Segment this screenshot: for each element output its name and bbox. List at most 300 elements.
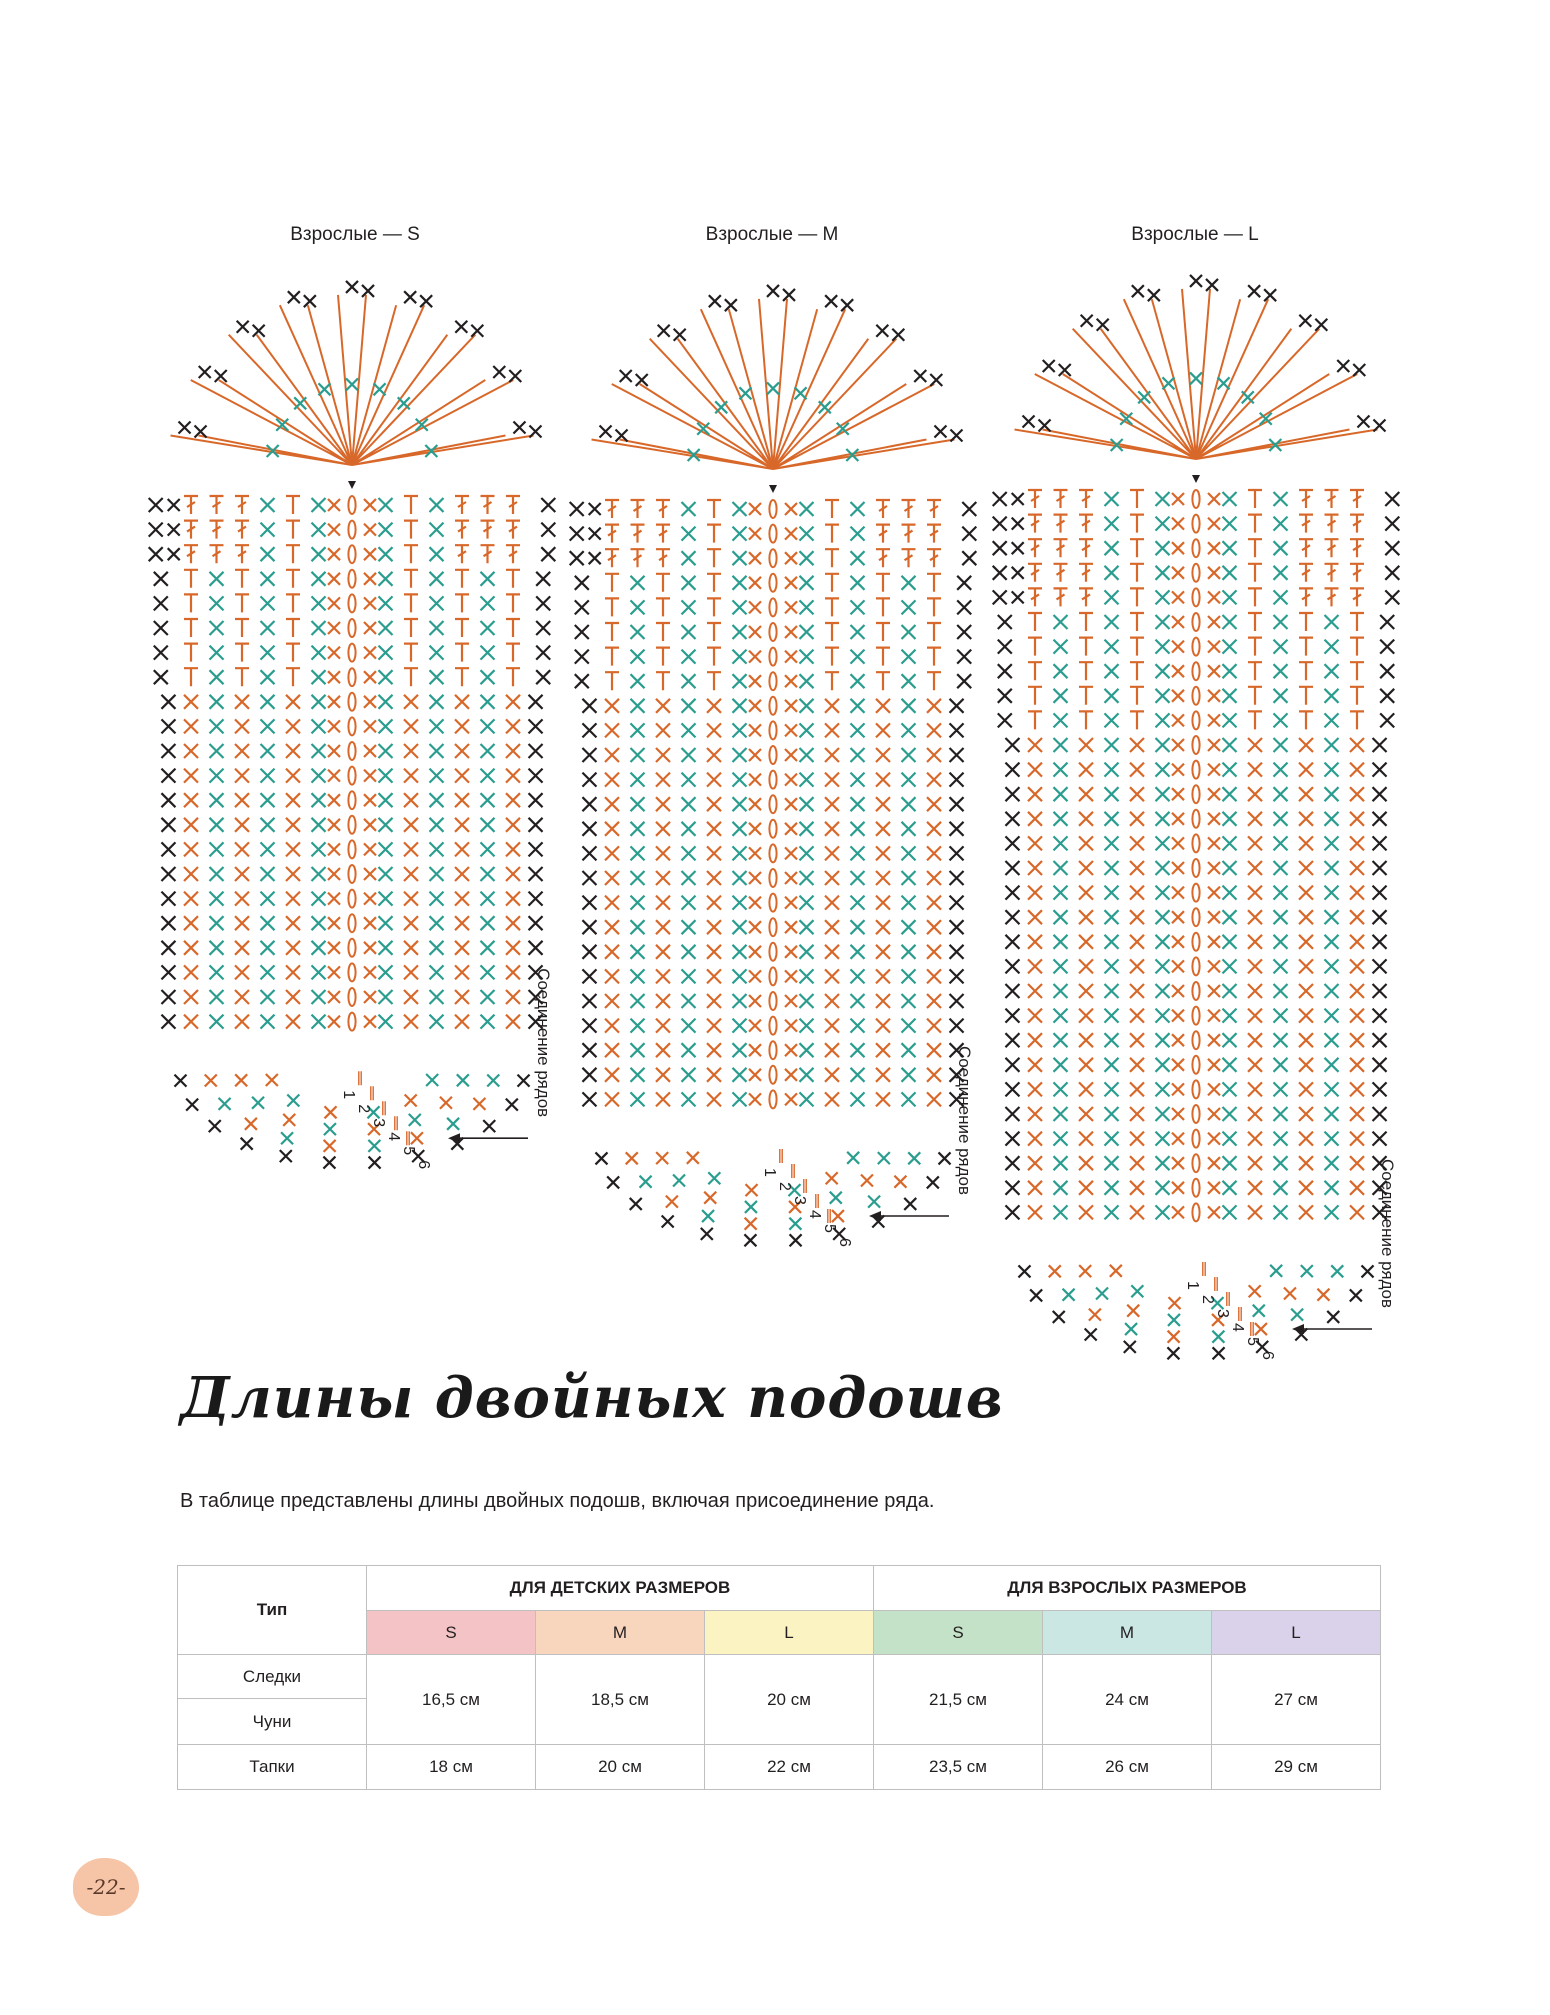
sc-stitch (184, 695, 198, 709)
sc-stitch (1156, 590, 1170, 604)
sc-stitch (795, 387, 807, 399)
sc-stitch (733, 748, 747, 762)
sc-stitch (851, 699, 865, 713)
hdc-stitch (927, 648, 941, 666)
sc-stitch (210, 793, 224, 807)
sc-stitch (1105, 640, 1119, 654)
sc-stitch (161, 818, 175, 832)
sc-stitch (950, 994, 964, 1008)
sc-stitch (1028, 1181, 1042, 1195)
sc-stitch (876, 325, 888, 337)
sc-stitch (993, 541, 1007, 555)
sc-stitch (825, 748, 839, 762)
sc-stitch (312, 793, 326, 807)
sc-stitch (800, 1043, 814, 1057)
sc-stitch (1223, 517, 1237, 531)
sc-stitch (902, 822, 916, 836)
sc-stitch (1081, 315, 1093, 327)
sc-stitch (430, 793, 444, 807)
dc-stitch (631, 549, 645, 567)
sc-stitch (379, 523, 393, 537)
sc-stitch (1385, 541, 1399, 555)
sc-stitch (1357, 415, 1369, 427)
sc-stitch (707, 994, 721, 1008)
sc-stitch (733, 797, 747, 811)
dc-stitch (1299, 515, 1313, 533)
sc-stitch (1299, 763, 1313, 777)
dc-stitch (506, 521, 520, 539)
hdc-stitch (1299, 638, 1313, 656)
sc-stitch (312, 572, 326, 586)
sc-stitch (1223, 984, 1237, 998)
sc-stitch (235, 719, 249, 733)
sc-stitch (1274, 738, 1288, 752)
sc-stitch (733, 920, 747, 934)
sc-stitch (210, 965, 224, 979)
chain-stitch (348, 914, 355, 932)
sc-stitch (286, 719, 300, 733)
sc-stitch (1005, 1132, 1019, 1146)
sc-stitch (1172, 1034, 1184, 1046)
sc-stitch (364, 893, 376, 905)
dc-stitch (481, 545, 495, 563)
sc-stitch (1325, 713, 1339, 727)
dc-stitch (1054, 515, 1068, 533)
sc-stitch (541, 547, 555, 561)
sc-stitch (662, 1215, 674, 1227)
sc-stitch (1299, 910, 1313, 924)
sc-stitch (404, 719, 418, 733)
sc-stitch (1274, 517, 1288, 531)
sc-stitch (800, 650, 814, 664)
sc-stitch (312, 990, 326, 1004)
sc-stitch (261, 498, 275, 512)
sc-stitch (1054, 861, 1068, 875)
sc-stitch (631, 896, 645, 910)
sc-stitch (902, 945, 916, 959)
sc-stitch (261, 719, 275, 733)
dc-stitch (1028, 588, 1042, 606)
length-cell: 20 см (705, 1655, 874, 1745)
chain-stitch (348, 1013, 355, 1031)
dc-stitch (1079, 588, 1093, 606)
sc-stitch (1054, 1205, 1068, 1219)
sc-stitch (733, 674, 747, 688)
dc-stitch (455, 496, 469, 514)
sc-stitch (605, 994, 619, 1008)
sc-stitch (447, 1118, 459, 1130)
sc-stitch (379, 1015, 393, 1029)
sc-stitch (682, 920, 696, 934)
sc-stitch (1167, 1347, 1179, 1359)
sc-stitch (902, 871, 916, 885)
sc-stitch (1223, 590, 1237, 604)
sc-stitch (1299, 836, 1313, 850)
sc-stitch (379, 744, 393, 758)
sc-stitch (902, 994, 916, 1008)
sc-stitch (471, 325, 483, 337)
sc-stitch (570, 502, 584, 516)
sc-stitch (1325, 738, 1339, 752)
sc-stitch (1054, 1082, 1068, 1096)
sc-stitch (631, 576, 645, 590)
row-number: 5 (821, 1224, 838, 1233)
sc-stitch (455, 769, 469, 783)
hdc-stitch (707, 500, 721, 518)
sc-stitch (1373, 935, 1387, 949)
sc-stitch (420, 295, 432, 307)
sc-stitch (851, 896, 865, 910)
sc-stitch (1105, 738, 1119, 752)
sc-stitch (1005, 959, 1019, 973)
sc-stitch (1156, 689, 1170, 703)
hdc-stitch (1248, 539, 1262, 557)
sc-stitch (368, 1140, 380, 1152)
dc-stitch (605, 500, 619, 518)
sc-stitch (1274, 590, 1288, 604)
sc-stitch (785, 577, 797, 589)
sc-stitch (605, 1068, 619, 1082)
sc-stitch (1223, 1033, 1237, 1047)
chart-title-adult-m: Взрослые — M (705, 224, 839, 245)
sc-stitch (1223, 492, 1237, 506)
sc-stitch (800, 969, 814, 983)
sc-stitch (1208, 1059, 1220, 1071)
sc-stitch (656, 723, 670, 737)
sc-stitch (1208, 739, 1220, 751)
sc-stitch (1223, 615, 1237, 629)
sc-stitch (570, 551, 584, 565)
hdc-stitch (927, 672, 941, 690)
sc-stitch (785, 872, 797, 884)
sc-stitch (235, 842, 249, 856)
sc-stitch (261, 867, 275, 881)
sc-stitch (1079, 812, 1093, 826)
sc-stitch (1028, 1107, 1042, 1121)
sc-stitch (902, 723, 916, 737)
hdc-stitch (605, 574, 619, 592)
sc-stitch (1172, 1182, 1184, 1194)
sc-stitch (950, 773, 964, 787)
sc-stitch (161, 990, 175, 1004)
hdc-stitch (455, 644, 469, 662)
sc-stitch (605, 822, 619, 836)
sc-stitch (1130, 1205, 1144, 1219)
sc-stitch (1223, 861, 1237, 875)
sc-stitch (1130, 1058, 1144, 1072)
sc-stitch (682, 945, 696, 959)
row-number: 6 (1259, 1351, 1276, 1360)
sc-stitch (656, 969, 670, 983)
sc-stitch (455, 867, 469, 881)
sc-stitch (481, 793, 495, 807)
sc-stitch (1350, 836, 1364, 850)
sc-stitch (631, 797, 645, 811)
sc-stitch (328, 991, 340, 1003)
sc-stitch (892, 329, 904, 341)
sc-stitch (709, 295, 721, 307)
sc-stitch (1274, 492, 1288, 506)
sc-stitch (783, 289, 795, 301)
sc-stitch (825, 1068, 839, 1082)
dc-stitch (235, 496, 249, 514)
sc-stitch (927, 699, 941, 713)
sc-stitch (404, 793, 418, 807)
sc-stitch (800, 674, 814, 688)
sc-stitch (1028, 1082, 1042, 1096)
sc-stitch (851, 502, 865, 516)
length-cell: 22 см (705, 1745, 874, 1790)
sc-stitch (957, 625, 971, 639)
sc-stitch (369, 1157, 381, 1169)
sc-stitch (1274, 713, 1288, 727)
sc-stitch (957, 674, 971, 688)
sc-stitch (235, 1074, 247, 1086)
sc-stitch (261, 1015, 275, 1029)
sc-stitch (1264, 289, 1276, 301)
sc-stitch (261, 547, 275, 561)
sc-stitch (1054, 935, 1068, 949)
sc-stitch (1005, 787, 1019, 801)
dc-stitch (605, 549, 619, 567)
sc-stitch (749, 577, 761, 589)
sc-stitch (1028, 763, 1042, 777)
sc-stitch (1005, 1009, 1019, 1023)
sc-stitch (704, 1192, 716, 1204)
sc-stitch (1079, 959, 1093, 973)
sc-stitch (876, 699, 890, 713)
sc-stitch (1299, 1082, 1313, 1096)
sc-stitch (1130, 861, 1144, 875)
sc-stitch (161, 965, 175, 979)
sc-stitch (582, 945, 596, 959)
hdc-stitch (1130, 613, 1144, 631)
dc-stitch (1079, 515, 1093, 533)
sc-stitch (682, 822, 696, 836)
sc-stitch (379, 916, 393, 930)
sc-stitch (506, 892, 520, 906)
sc-stitch (184, 744, 198, 758)
sc-stitch (785, 1093, 797, 1105)
sc-stitch (1380, 713, 1394, 727)
sc-stitch (825, 1092, 839, 1106)
sc-stitch (1172, 665, 1184, 677)
sc-stitch (902, 1019, 916, 1033)
hdc-stitch (656, 574, 670, 592)
sc-stitch (1248, 935, 1262, 949)
length-cell: 27 см (1212, 1655, 1381, 1745)
sc-stitch (1079, 1205, 1093, 1219)
sc-stitch (1054, 1181, 1068, 1195)
sc-stitch (687, 1152, 699, 1164)
sc-stitch (749, 552, 761, 564)
sc-stitch (506, 916, 520, 930)
sc-stitch (630, 1198, 642, 1210)
sc-stitch (749, 503, 761, 515)
sc-stitch (1028, 1033, 1042, 1047)
sc-stitch (1172, 1206, 1184, 1218)
sc-stitch (1223, 1132, 1237, 1146)
sc-stitch (1274, 763, 1288, 777)
sc-stitch (1054, 738, 1068, 752)
sc-stitch (1156, 1181, 1170, 1195)
sc-stitch (1172, 837, 1184, 849)
sc-stitch (825, 1043, 839, 1057)
sc-stitch (927, 797, 941, 811)
hdc-stitch (1350, 711, 1364, 729)
sc-stitch (1274, 1058, 1288, 1072)
chain-stitch (769, 525, 776, 543)
sc-stitch (1079, 836, 1093, 850)
sc-stitch (1005, 886, 1019, 900)
sc-stitch (1005, 1107, 1019, 1121)
row-number: 3 (791, 1196, 808, 1205)
join-label: Соединение рядов (1378, 1159, 1397, 1309)
sc-stitch (785, 1044, 797, 1056)
chain-stitch (1192, 613, 1199, 631)
sc-stitch (1079, 1082, 1093, 1096)
hdc-stitch (707, 672, 721, 690)
sc-stitch (1130, 910, 1144, 924)
sc-stitch (1223, 763, 1237, 777)
row-line (1251, 1322, 1253, 1336)
sc-stitch (404, 941, 418, 955)
sc-stitch (312, 916, 326, 930)
hdc-stitch (1130, 515, 1144, 533)
chain-stitch (1192, 1105, 1199, 1123)
chain-stitch (1192, 1154, 1199, 1172)
hdc-stitch (286, 570, 300, 588)
size-adult-s: S (874, 1611, 1043, 1655)
sc-stitch (481, 769, 495, 783)
sc-stitch (749, 749, 761, 761)
sc-stitch (1208, 1157, 1220, 1169)
sc-stitch (235, 1015, 249, 1029)
chain-stitch (769, 1066, 776, 1084)
dc-stitch (1299, 564, 1313, 582)
chain-stitch (1192, 859, 1199, 877)
sc-stitch (235, 818, 249, 832)
sc-stitch (364, 696, 376, 708)
sc-stitch (582, 1043, 596, 1057)
row-line (828, 1209, 830, 1223)
sc-stitch (1028, 910, 1042, 924)
sc-stitch (541, 523, 555, 537)
sc-stitch (1172, 567, 1184, 579)
sc-stitch (328, 524, 340, 536)
sc-stitch (744, 1234, 756, 1246)
dc-stitch (656, 549, 670, 567)
sc-stitch (950, 969, 964, 983)
sc-stitch (1274, 812, 1288, 826)
sc-stitch (950, 920, 964, 934)
sc-stitch (631, 650, 645, 664)
sc-stitch (362, 285, 374, 297)
chain-stitch (1192, 1056, 1199, 1074)
section-intro: В таблице представлены длины двойных подошв, включая присоединение ряда. (180, 1490, 935, 1512)
sc-stitch (529, 818, 543, 832)
hdc-stitch (184, 644, 198, 662)
sc-stitch (707, 846, 721, 860)
sc-stitch (210, 1015, 224, 1029)
sc-stitch (455, 695, 469, 709)
hdc-stitch (184, 570, 198, 588)
hdc-stitch (506, 644, 520, 662)
sc-stitch (481, 596, 495, 610)
hdc-stitch (825, 549, 839, 567)
hdc-stitch (825, 525, 839, 543)
length-cell: 16,5 см (367, 1655, 536, 1745)
hdc-stitch (506, 570, 520, 588)
sc-stitch (1248, 1058, 1262, 1072)
sc-stitch (1012, 493, 1024, 505)
sc-stitch (1299, 787, 1313, 801)
sc-stitch (1208, 960, 1220, 972)
row-type-sledki: Следки (178, 1655, 367, 1699)
sc-stitch (1063, 1289, 1075, 1301)
sc-stitch (286, 867, 300, 881)
sc-stitch (749, 626, 761, 638)
hdc-stitch (707, 648, 721, 666)
sc-stitch (1206, 279, 1218, 291)
sc-stitch (506, 941, 520, 955)
sc-stitch (682, 773, 696, 787)
sc-stitch (682, 650, 696, 664)
sc-stitch (481, 572, 495, 586)
sc-stitch (1156, 664, 1170, 678)
sc-stitch (1156, 713, 1170, 727)
sc-stitch (605, 1019, 619, 1033)
sc-stitch (1130, 886, 1144, 900)
sc-stitch (364, 991, 376, 1003)
sc-stitch (1208, 764, 1220, 776)
sc-stitch (1208, 616, 1220, 628)
sc-stitch (473, 1098, 485, 1110)
sc-stitch (1325, 935, 1339, 949)
hdc-stitch (825, 672, 839, 690)
sc-stitch (346, 378, 358, 390)
sc-stitch (582, 969, 596, 983)
sc-stitch (1105, 1156, 1119, 1170)
sc-stitch (1105, 787, 1119, 801)
sc-stitch (1172, 1059, 1184, 1071)
sc-stitch (404, 291, 416, 303)
sc-stitch (1208, 1034, 1220, 1046)
hdc-stitch (656, 672, 670, 690)
row-line (371, 1086, 373, 1100)
row-number: 4 (1229, 1323, 1246, 1332)
sc-stitch (1325, 1181, 1339, 1195)
sc-stitch (902, 625, 916, 639)
sc-stitch (589, 552, 601, 564)
sc-stitch (1023, 415, 1035, 427)
chain-stitch (769, 1017, 776, 1035)
sc-stitch (682, 674, 696, 688)
sc-stitch (379, 965, 393, 979)
sc-stitch (379, 547, 393, 561)
sc-stitch (582, 773, 596, 787)
sc-stitch (1079, 1156, 1093, 1170)
sc-stitch (927, 945, 941, 959)
sc-stitch (1315, 319, 1327, 331)
sc-stitch (1350, 1107, 1364, 1121)
hdc-stitch (707, 574, 721, 592)
sc-stitch (800, 846, 814, 860)
sc-stitch (1208, 911, 1220, 923)
fan-stitch (338, 295, 366, 465)
sc-stitch (430, 670, 444, 684)
sc-stitch (1208, 641, 1220, 653)
